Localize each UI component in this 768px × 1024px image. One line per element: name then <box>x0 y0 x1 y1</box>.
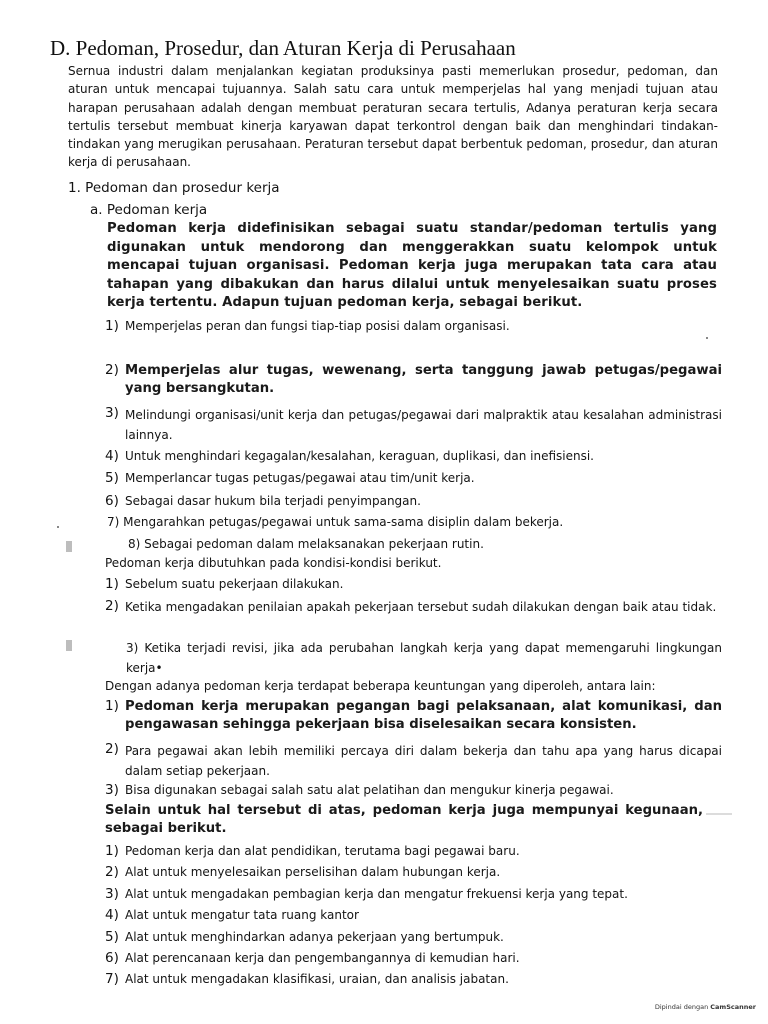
list-item <box>105 864 500 880</box>
list-item <box>105 929 504 945</box>
list-item <box>105 907 359 923</box>
list-item <box>105 843 520 859</box>
list-number: 6) <box>105 493 119 509</box>
list-text: 7) Mengarahkan petugas/pegawai untuk sama-sama disiplin dalam bekerja. <box>107 515 564 529</box>
list-text: Alat untuk mengadakan klasifikasi, uraian, dan analisis jabatan. <box>125 972 509 986</box>
scan-artifact <box>57 526 59 528</box>
list-text: Memperlancar tugas petugas/pegawai atau tim/unit kerja. <box>125 471 475 485</box>
watermark-prefix: Dipindai dengan <box>654 1003 711 1011</box>
list-item <box>105 448 594 464</box>
list-item <box>105 318 510 334</box>
benefits-intro-text: Dengan adanya pedoman kerja terdapat beberapa keuntungan yang diperoleh, antara lain: <box>105 679 656 693</box>
list-text: 8) Sebagai pedoman dalam melaksanakan pekerjaan rutin. <box>128 537 484 551</box>
list-text: Ketika mengadakan penilaian apakah pekerjaan tersebut sudah dilakukan dengan baik atau tidak. <box>125 600 717 614</box>
list-number: 1) <box>105 318 119 334</box>
list-text: 3) Ketika terjadi revisi, jika ada perubahan langkah kerja yang dapat memengaruhi lingkungan kerja• <box>126 641 722 675</box>
list-text: Untuk menghindari kegagalan/kesalahan, keraguan, duplikasi, dan inefisiensi. <box>125 449 594 463</box>
list-number: 3) <box>105 886 119 902</box>
list-text: Memperjelas alur tugas, wewenang, serta tanggung jawab petugas/pegawai yang bersangkutan. <box>125 363 722 396</box>
scan-artifact <box>706 337 708 339</box>
list-item <box>105 782 614 798</box>
definition-paragraph: Pedoman kerja didefinisikan sebagai suatu standar/pedoman tertulis yang digunakan untuk mendorong dan menggerakkan suatu kelompok untuk mencapai tujuan organisasi. Pedoman kerja juga merupakan tata cara atau tahapan yang dibakukan dan harus dilalui untuk menyelesaikan suatu proses kerja tertentu. Adapun tujuan pedoman kerja, sebagai berikut. <box>107 221 717 310</box>
list-item <box>105 950 520 966</box>
scan-artifact <box>706 813 732 815</box>
list-text: Sebelum suatu pekerjaan dilakukan. <box>125 577 344 591</box>
list-text: Memperjelas peran dan fungsi tiap-tiap posisi dalam organisasi. <box>125 319 510 333</box>
list-text: Melindungi organisasi/unit kerja dan petugas/pegawai dari malpraktik atau kesalahan administrasi lainnya. <box>125 408 722 442</box>
list-number: 7) <box>105 971 119 987</box>
list-item <box>128 537 484 551</box>
list-text: Bisa digunakan sebagai salah satu alat pelatihan dan mengukur kinerja pegawai. <box>125 783 614 797</box>
list-item <box>105 971 509 987</box>
list-number: 1) <box>105 843 119 859</box>
conditions-intro <box>105 556 441 570</box>
list-item <box>105 598 722 616</box>
list-text: Sebagai dasar hukum bila terjadi penyimpangan. <box>125 494 421 508</box>
section-title: D. Pedoman, Prosedur, dan Aturan Kerja di Perusahaan <box>50 36 516 60</box>
list-text: Alat untuk menghindarkan adanya pekerjaan yang bertumpuk. <box>125 930 504 944</box>
list-number: 1) <box>105 576 119 592</box>
list-item <box>105 493 421 509</box>
list-item <box>105 362 722 398</box>
intro-paragraph: Sernua industri dalam menjalankan kegiatan produksinya pasti memerlukan prosedur, pedoman, dan aturan untuk mencapai tujuannya. Salah satu cara untuk memperjelas hal yang menjadi tujuan atau harapan perusahaan adalah dengan membuat peraturan secara tertulis, Adanya peraturan kerja secara tertulis tersebut membuat kinerja karyawan dapat terkontrol dengan baik dan menghindari tindakan-tindakan yang merugikan perusahaan. Peraturan tersebut dapat berbentuk pedoman, prosedur, dan aturan kerja di perusahaan. <box>68 64 718 170</box>
watermark-brand: CamScanner <box>710 1003 756 1011</box>
sub-subsection-heading: a. Pedoman kerja <box>90 202 208 218</box>
list-number: 1) <box>105 698 119 714</box>
list-item <box>105 470 475 486</box>
list-text: Para pegawai akan lebih memiliki percaya diri dalam bekerja dan tahu apa yang harus dicapai dalam setiap pekerjaan. <box>125 744 722 778</box>
list-number: 2) <box>105 864 119 880</box>
benefits-intro <box>105 679 656 693</box>
list-text: Alat untuk mengatur tata ruang kantor <box>125 908 359 922</box>
list-number: 4) <box>105 448 119 464</box>
list-number: 2) <box>105 362 119 378</box>
list-number: 2) <box>105 741 119 757</box>
list-item <box>126 638 722 678</box>
list-number: 6) <box>105 950 119 966</box>
list-item <box>107 515 563 529</box>
list-text: Pedoman kerja dan alat pendidikan, terutama bagi pegawai baru. <box>125 844 520 858</box>
subsection-heading: 1. Pedoman dan prosedur kerja <box>68 180 280 196</box>
scan-artifact <box>66 541 72 552</box>
list-text: Alat untuk mengadakan pembagian kerja dan mengatur frekuensi kerja yang tepat. <box>125 887 628 901</box>
list-number: 5) <box>105 929 119 945</box>
uses-intro <box>105 802 703 837</box>
list-number: 2) <box>105 598 119 614</box>
list-text: Alat perencanaan kerja dan pengembangannya di kemudian hari. <box>125 951 520 965</box>
list-number: 5) <box>105 470 119 486</box>
list-item <box>105 741 722 781</box>
list-item <box>105 886 628 902</box>
list-item <box>105 698 722 734</box>
list-number: 3) <box>105 405 119 421</box>
list-item <box>105 576 343 592</box>
conditions-intro-text: Pedoman kerja dibutuhkan pada kondisi-kondisi berikut. <box>105 556 442 570</box>
list-text: Pedoman kerja merupakan pegangan bagi pelaksanaan, alat komunikasi, dan pengawasan sehingga pekerjaan bisa diselesaikan secara konsisten. <box>125 699 722 732</box>
list-item <box>105 405 722 445</box>
list-number: 3) <box>105 782 119 798</box>
scanner-watermark <box>655 1003 756 1011</box>
list-number: 4) <box>105 907 119 923</box>
list-text: Alat untuk menyelesaikan perselisihan dalam hubungan kerja. <box>125 865 501 879</box>
scan-artifact <box>66 640 72 651</box>
uses-intro-text: Selain untuk hal tersebut di atas, pedoman kerja juga mempunyai kegunaan, sebagai berikut. <box>105 803 703 836</box>
